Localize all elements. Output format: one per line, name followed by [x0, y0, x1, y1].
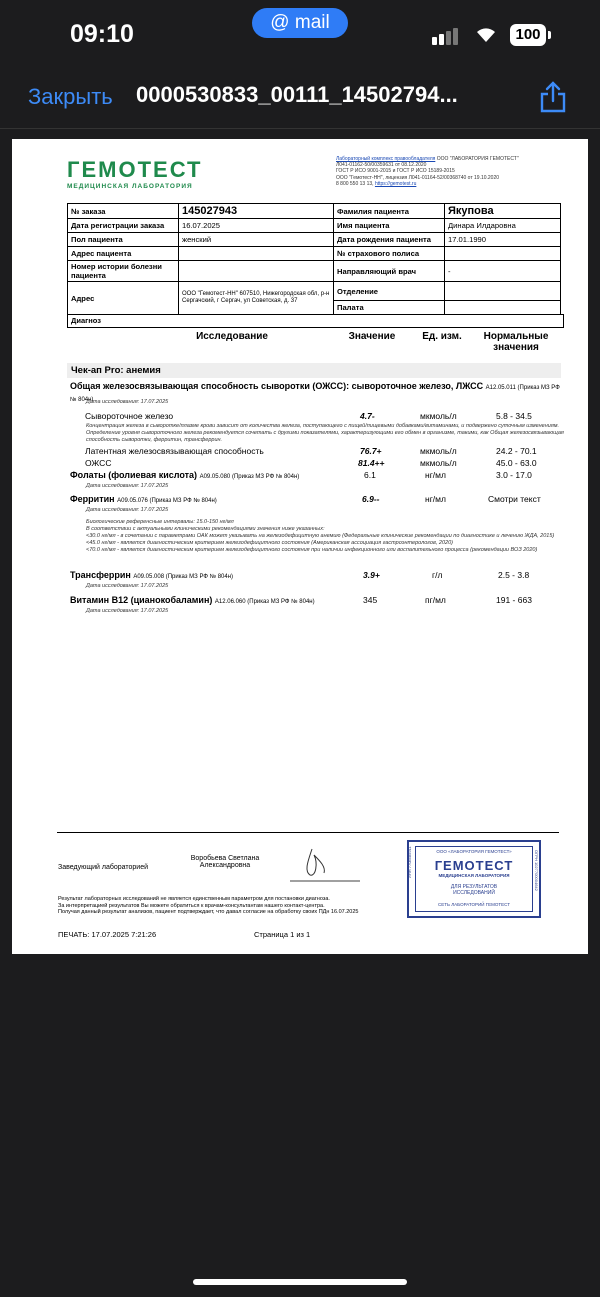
mail-badge[interactable]: @ mail	[252, 8, 348, 38]
license-block	[336, 156, 566, 187]
ferritin-unit: нг/мл	[425, 494, 446, 504]
diagnosis-row: Диагноз	[67, 314, 564, 328]
transferrin-norm: 2.5 - 3.8	[498, 570, 530, 580]
lab-address-label: Адрес	[68, 282, 179, 315]
order-label: № заказа	[68, 204, 179, 219]
birth-value: 17.01.1990	[445, 233, 561, 247]
stamp-main: ГЕМОТЕСТ	[434, 858, 514, 873]
result-name: Сывороточное железо	[85, 411, 174, 421]
header-normal: Нормальные значения	[483, 331, 549, 353]
doctor-label: Направляющий врач	[334, 261, 445, 282]
disclaimer-line: За интерпретацией результатов Вы можете обратиться к врачам-консультантам нашего контакт-центра.	[58, 902, 325, 909]
address-label: Адрес пациента	[68, 247, 179, 261]
sex-label: Пол пациента	[68, 233, 179, 247]
result-norm: 45.0 - 63.0	[496, 458, 537, 468]
result-name: Латентная железосвязывающая способность	[85, 446, 264, 456]
footer-divider	[57, 832, 559, 833]
disclaimer-line: Результат лабораторных исследований не является единственным параметром для постановки диагноза.	[58, 896, 330, 902]
test-code: A09.05.076 (Приказ МЗ РФ № 804н)	[117, 498, 217, 504]
result-norm: 5.8 - 34.5	[496, 411, 532, 421]
test-code: A12.05.011 (Приказ МЗ РФ № 804н)	[70, 385, 560, 403]
page-number: Страница 1 из 1	[254, 930, 311, 939]
test-title: Общая железосвязывающая способность сыворотки (ОЖСС): сывороточное железо, ЛЖСС	[70, 381, 484, 391]
ferritin-date: Дата исследования: 17.07.2025	[86, 507, 169, 513]
nav-bar	[0, 70, 600, 129]
ferritin-notes	[86, 519, 566, 554]
disclaimer	[58, 896, 358, 916]
header-unit: Ед. изм.	[422, 331, 462, 342]
document-title: 0000530833_00111_14502794...	[136, 82, 458, 107]
patient-info-table	[67, 203, 561, 315]
surname-label: Фамилия пациента	[334, 204, 445, 219]
transferrin-date: Дата исследования: 17.07.2025	[86, 583, 169, 589]
result-unit: мкмоль/л	[420, 458, 457, 468]
wifi-icon	[474, 25, 498, 43]
stamp-top: ООО «ЛАБОРАТОРИЯ ГЕМОТЕСТ»	[436, 849, 512, 854]
note-line: <70.0 нг/мл - является диагностическим критерием железодефицитного состояния при наличии инфекционного или воспалительного процесса (рекомендации ВОЗ 2020)	[86, 547, 538, 553]
result-name: ОЖСС	[85, 458, 112, 468]
lab-stamp	[407, 840, 541, 918]
ferritin-title	[70, 494, 217, 504]
test-title: Витамин В12 (цианокобаламин)	[70, 595, 213, 605]
stamp-sub: МЕДИЦИНСКАЯ ЛАБОРАТОРИЯ	[438, 873, 510, 878]
folate-unit: нг/мл	[425, 470, 446, 480]
gemotest-logo	[67, 157, 202, 190]
note-line: <45.0 нг/мл - является диагностическим критерием железодефицитного состояния (Американская ассоциация гастроэнтерологов, 2020)	[86, 540, 453, 546]
transferrin-value: 3.9+	[363, 570, 380, 580]
regdate-label: Дата регистрации заказа	[68, 219, 179, 233]
doctor-value: -	[445, 261, 561, 282]
website-link[interactable]: https://gemotest.ru	[374, 180, 417, 187]
header-test: Исследование	[196, 331, 268, 342]
result-unit: мкмоль/л	[420, 411, 457, 421]
ward-value	[445, 301, 561, 315]
battery-icon: 100	[510, 24, 546, 46]
lab-address-value: ООО "Гемотест-НН" 607510, Нижегородская обл, р-н Сергачский, г Сергач, ул Советская, д. 37	[179, 282, 334, 315]
license-link[interactable]: Лабораторный комплекс правообладателя	[336, 156, 436, 162]
test-code: A09.05.008 (Приказ МЗ РФ № 804н)	[133, 574, 234, 580]
close-button[interactable]: Закрыть	[28, 84, 113, 109]
folate-title	[70, 470, 299, 480]
result-value: 81.4++	[358, 458, 385, 468]
stamp-frame	[415, 846, 533, 912]
transferrin-unit: г/л	[432, 570, 443, 580]
license-owner: ООО "ЛАБОРАТОРИЯ ГЕМОТЕСТ"	[435, 156, 519, 162]
section-title: Чек-ап Pro: анемия	[67, 363, 561, 378]
clock: 09:10	[70, 20, 134, 48]
test-code: A12.06.060 (Приказ МЗ РФ № 804н)	[214, 599, 315, 605]
result-unit: мкмоль/л	[420, 446, 457, 456]
phone: 8 800 550 13 13,	[336, 180, 375, 187]
test-title: Трансферрин	[70, 570, 131, 580]
stamp-bottom: СЕТЬ ЛАБОРАТОРИЙ ГЕМОТЕСТ	[438, 902, 510, 907]
status-bar	[0, 0, 600, 70]
surname-value: Якупова	[445, 204, 561, 219]
head-label: Заведующий лабораторией	[58, 864, 148, 871]
regdate-value: 16.07.2025	[179, 219, 334, 233]
dept-value	[445, 282, 561, 301]
test-title: Фолаты (фолиевая кислота)	[70, 470, 198, 480]
head-name: Воробьева Светлана Александровна	[190, 855, 260, 869]
folate-date: Дата исследования: 17.07.2025	[86, 483, 169, 489]
dept-label: Отделение	[334, 282, 445, 301]
name-value: Динара Илдаровна	[445, 219, 561, 233]
transferrin-title	[70, 570, 233, 580]
result-value: 76.7+	[360, 446, 382, 456]
disclaimer-line: Получая данный результат анализов, пациент подтверждает, что давал согласие на обработку своих ПДн 16.07.2025	[58, 909, 359, 915]
ozhss-note: Концентрация железа в сыворотке/плазме крови зависит от количества железа, поступающего с пищей/пищевыми добавками/витаминами, и подвержено суточным изменениям. Определение уровня сывороточного железа рекомендуется сочетать с другими показателями, характеризующими его обмен в организме, такими, как Общая железосвязывающая способность сыворотки, ферритин, трансферрин.	[86, 423, 564, 443]
stamp-mid: ДЛЯ РЕЗУЛЬТАТОВ ИССЛЕДОВАНИЙ	[450, 884, 498, 896]
note-line: В соответствии с актуальными клиническими рекомендациями значения ниже указанных:	[86, 526, 325, 532]
license-line: ООО "Гемотест-НН", лицензия Л041-01164-52/00368740 от 19.10.2020	[336, 174, 500, 181]
test-title: Ферритин	[70, 494, 115, 504]
header-value: Значение	[348, 331, 396, 342]
logo-title: ГЕМОТЕСТ	[67, 157, 203, 182]
signal-icon	[432, 27, 460, 45]
result-norm: 24.2 - 70.1	[496, 446, 537, 456]
birth-label: Дата рождения пациента	[334, 233, 445, 247]
sex-value: женский	[179, 233, 334, 247]
note-line: <30.0 нг/мл - в сочетании с параметрами ОАК может указывать на железодефицитную анемию (Федеральные клинические рекомендации по диагностике и лечению ЖДА, 2015)	[86, 533, 555, 539]
note-line: Биологические референсные интервалы: 15.0-150 нг/мл	[86, 519, 234, 525]
folate-value: 6.1	[364, 470, 376, 480]
test-date: Дата исследования: 17.07.2025	[86, 399, 169, 405]
stamp-ogrn: ОГРН 1027700004642	[534, 850, 539, 891]
pdf-page	[12, 139, 588, 954]
address-value	[179, 247, 334, 261]
ferritin-norm: Смотри текст	[488, 494, 541, 504]
home-indicator[interactable]	[193, 1279, 407, 1285]
result-value: 4.7-	[360, 411, 375, 421]
license-line: ГОСТ Р ИСО 9001-2015 и ГОСТ Р ИСО 15189-2015	[336, 168, 455, 175]
print-date: ПЕЧАТЬ: 17.07.2025 7:21:26	[58, 930, 157, 939]
insurance-label: № страхового полиса	[334, 247, 445, 261]
folate-norm: 3.0 - 17.0	[496, 470, 532, 480]
history-label: Номер истории болезни пациента	[68, 261, 179, 282]
signature-icon	[290, 841, 360, 885]
test-code: A09.05.080 (Приказ МЗ РФ № 804н)	[199, 474, 300, 480]
insurance-value	[445, 247, 561, 261]
logo-subtitle: МЕДИЦИНСКАЯ ЛАБОРАТОРИЯ	[67, 183, 193, 190]
b12-norm: 191 - 663	[496, 595, 532, 605]
ward-label: Палата	[334, 301, 445, 315]
order-number: 145027943	[179, 204, 334, 219]
battery-tip	[548, 31, 551, 39]
history-value	[179, 261, 334, 282]
b12-date: Дата исследования: 17.07.2025	[86, 608, 169, 614]
b12-value: 345	[363, 595, 378, 605]
b12-title	[70, 595, 315, 605]
license-line: Л041-01162-50/00359631 от 08.12.2020	[336, 162, 427, 169]
stamp-inn: ИНН 7708585911	[407, 846, 412, 878]
ferritin-value: 6.9--	[362, 494, 380, 504]
b12-unit: пг/мл	[425, 595, 446, 605]
share-icon[interactable]	[538, 80, 568, 114]
name-label: Имя пациента	[334, 219, 445, 233]
